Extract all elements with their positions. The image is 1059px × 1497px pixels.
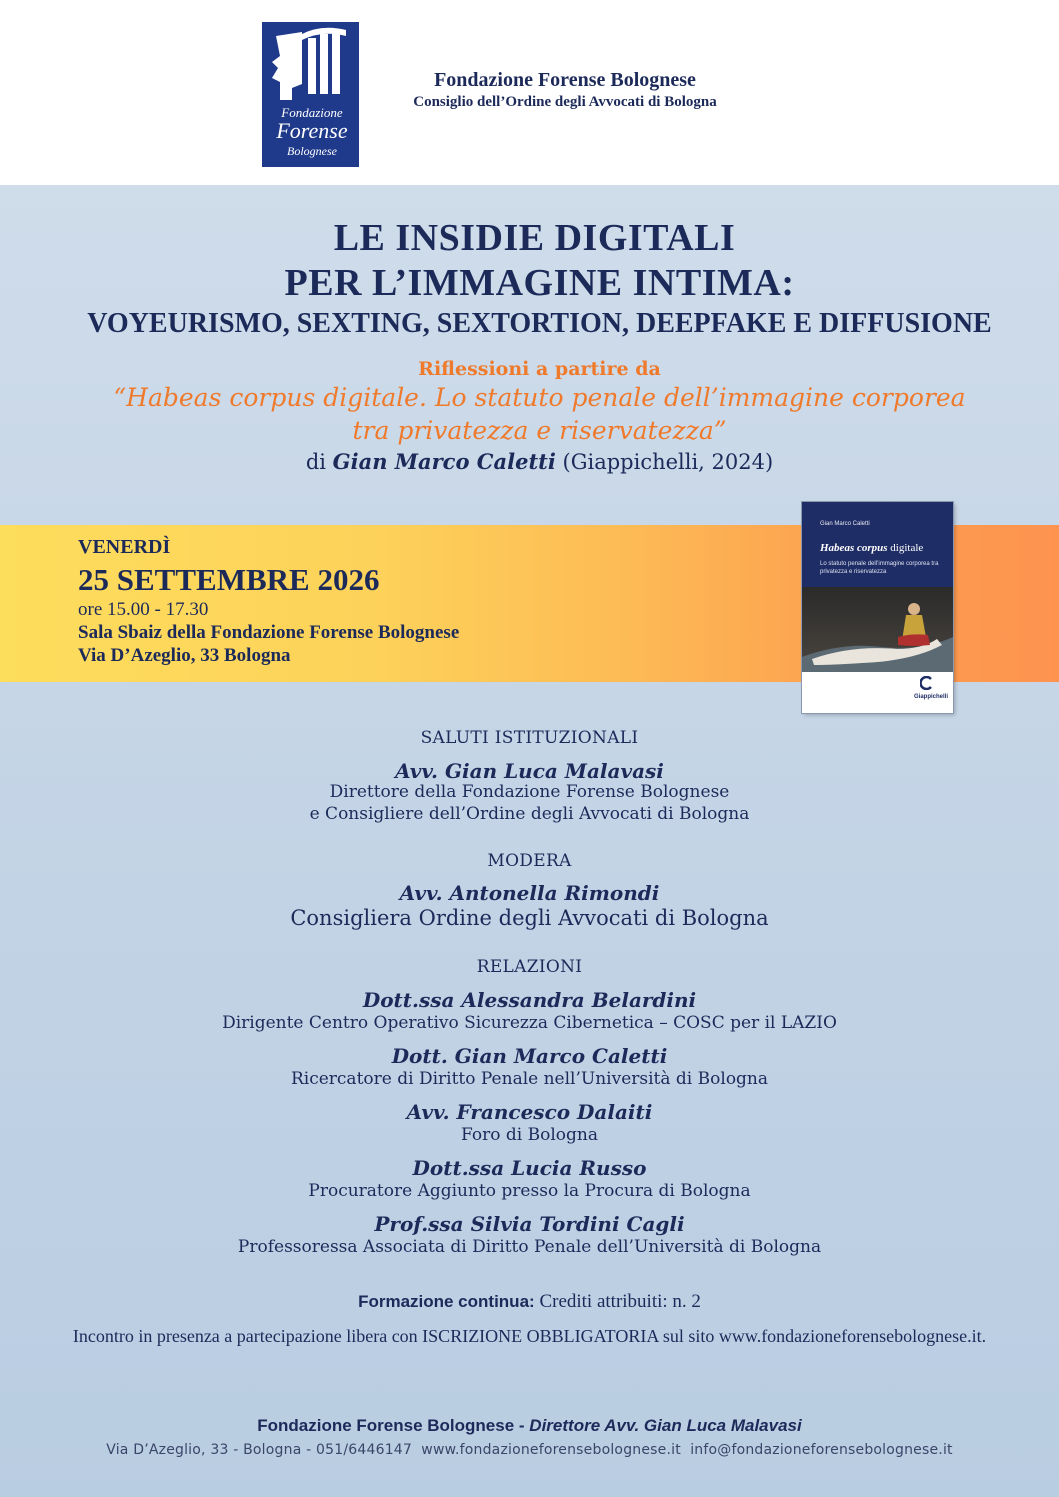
event-location (78, 621, 459, 667)
book-cover-subtitle: Lo statuto penale dell’immagine corporea tra privatezza e riservatezza (820, 561, 939, 575)
publisher-logo-icon (920, 676, 934, 690)
organization-block (385, 68, 745, 112)
footer-organization (0, 1416, 1059, 1436)
byline-prefix: di (305, 450, 326, 474)
modera-name: Avv. Antonella Rimondi (399, 881, 660, 905)
logo-text-2: Forense (276, 118, 348, 143)
speaker-role: Procuratore Aggiunto presso la Procura di Bologna (308, 1181, 751, 1201)
book-cover-title-italic: Habeas corpus (820, 542, 888, 554)
event-address: Via D’Azeglio, 33 Bologna (78, 645, 291, 666)
speaker-name: Dott.ssa Alessandra Belardini (362, 988, 697, 1012)
event-time: ore 15.00 - 17.30 (78, 599, 209, 620)
logo-text-3: Bolognese (287, 144, 337, 158)
event-title-line1: LE INSIDIE DIGITALI (333, 217, 736, 259)
event-venue: Sala Sbaiz della Fondazione Forense Bolognese (78, 622, 460, 643)
footer-contacts: Via D’Azeglio, 33 - Bologna - 051/6446147 www.fondazioneforensebolognese.it info@fondazioneforensebolognese.it (106, 1442, 953, 1458)
speaker-name: Avv. Francesco Dalaiti (406, 1100, 653, 1124)
speaker-role: Ricercatore di Diritto Penale nell’Università di Bologna (290, 1069, 769, 1089)
saluti-name: Avv. Gian Luca Malavasi (395, 759, 664, 783)
footer-director: Direttore Avv. Gian Luca Malavasi (529, 1416, 802, 1435)
saluti-heading: SALUTI ISTITUZIONALI (420, 728, 639, 748)
event-day: VENERDÌ (78, 536, 171, 558)
speaker-role: Dirigente Centro Operativo Sicurezza Cibernetica – COSC per il LAZIO (222, 1013, 837, 1033)
modera-role: Consigliera Ordine degli Avvocati di Bologna (290, 906, 769, 930)
relazioni-heading: RELAZIONI (476, 957, 583, 977)
book-cover-author: Gian Marco Caletti (820, 521, 870, 527)
logo-text-1: Fondazione (281, 105, 343, 120)
speaker-name: Dott. Gian Marco Caletti (391, 1044, 668, 1068)
speaker-role: Foro di Bologna (461, 1125, 598, 1145)
saluti-role-2: e Consigliere dell’Ordine degli Avvocati di Bologna (309, 804, 750, 824)
registration-note: Incontro in presenza a partecipazione libera con ISCRIZIONE OBBLIGATORIA sul sito www.fondazioneforensebolognese.it. (72, 1326, 987, 1346)
speaker-name: Prof.ssa Silvia Tordini Cagli (374, 1212, 685, 1236)
book-byline (0, 448, 1059, 476)
book-cover-publisher: Giappichelli (914, 694, 949, 700)
footer-org-name: Fondazione Forense Bolognese - (257, 1416, 525, 1435)
organization-name: Fondazione Forense Bolognese (434, 69, 696, 91)
speaker-name: Dott.ssa Lucia Russo (412, 1156, 647, 1180)
event-subtitle: VOYEURISMO, SEXTING, SEXTORTION, DEEPFAKE E DIFFUSIONE (87, 308, 992, 339)
speaker-role: Professoressa Associata di Diritto Penale dell’Università di Bologna (237, 1237, 822, 1257)
book-title-line1: “Habeas corpus digitale. Lo statuto penale dell’immagine corporea (113, 383, 966, 412)
foundation-logo (262, 22, 359, 167)
saluti-role-1: Direttore della Fondazione Forense Bolognese (329, 782, 730, 802)
training-value: Crediti attribuiti: n. 2 (539, 1291, 701, 1312)
modera-heading: MODERA (487, 851, 572, 871)
book-title-line2: tra privatezza e riservatezza” (352, 416, 727, 445)
event-date: 25 SETTEMBRE 2026 (78, 562, 380, 597)
book-cover (802, 502, 953, 713)
book-cover-top (802, 502, 953, 587)
book-intro: Riflessioni a partire da (418, 358, 661, 380)
training-credits (0, 1291, 1059, 1313)
book-publisher: (Giappichelli, 2024) (562, 450, 774, 474)
book-cover-painting (802, 587, 953, 672)
organization-subtitle: Consiglio dell’Ordine degli Avvocati di Bologna (413, 94, 717, 110)
book-cover-title (820, 542, 923, 554)
book-author: Gian Marco Caletti (332, 449, 556, 474)
header (0, 0, 1059, 185)
book-cover-title-rest: digitale (890, 542, 924, 554)
event-title-line2: PER L’IMMAGINE INTIMA: (284, 262, 795, 304)
training-label: Formazione continua: (358, 1292, 535, 1311)
